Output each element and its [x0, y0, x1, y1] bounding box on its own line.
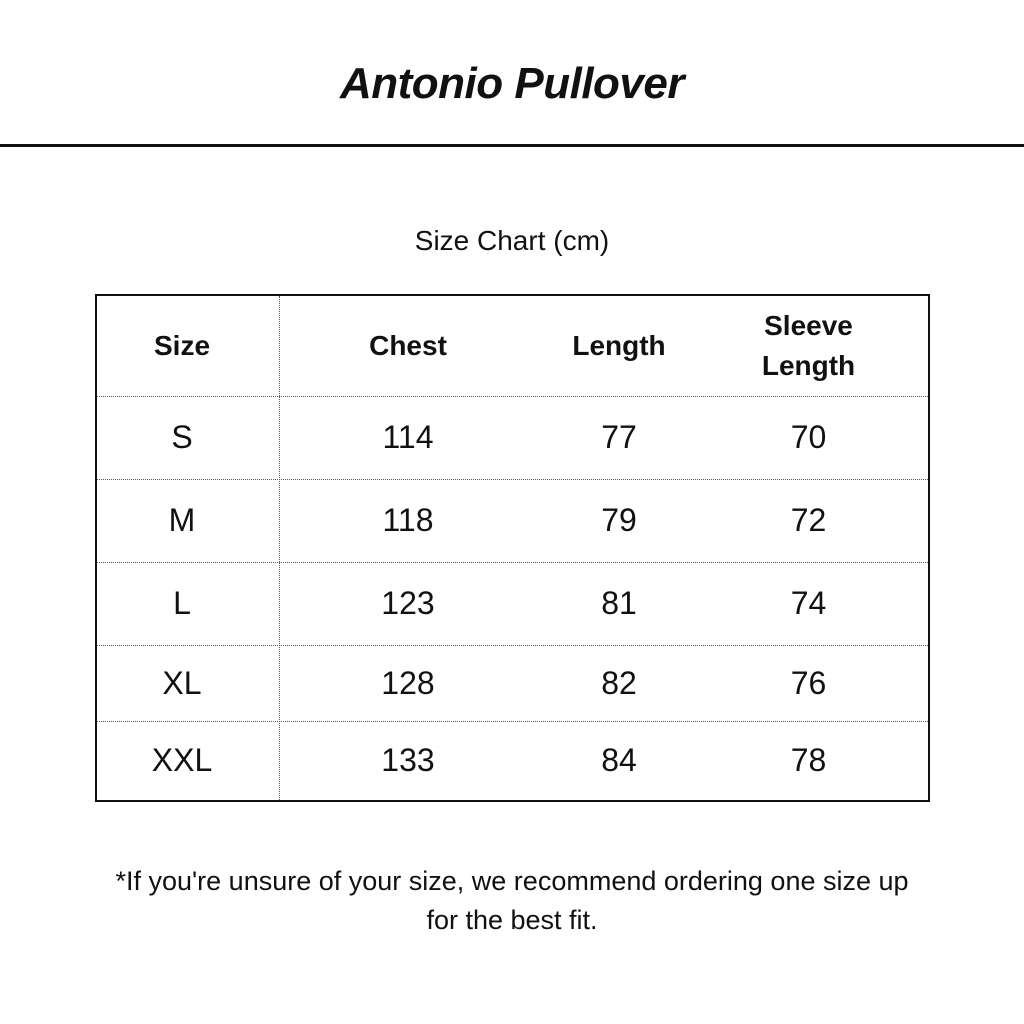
cell-sleeve-length: 72: [790, 502, 827, 538]
cell-length: 79: [601, 502, 637, 538]
cell-length: 77: [601, 419, 637, 455]
cell-sleeve-length: 70: [790, 419, 827, 455]
cell-chest: 123: [381, 585, 435, 621]
cell-chest: 118: [382, 502, 434, 538]
table-row: [97, 562, 928, 645]
cell-sleeve-length: 76: [790, 664, 827, 701]
sizing-footnote: *If you're unsure of your size, we recommend ordering one size up for the best fit.: [115, 866, 909, 935]
table-row: [97, 479, 928, 562]
cell-chest: 114: [382, 419, 434, 455]
cell-size: M: [168, 502, 196, 538]
size-table: [95, 294, 930, 802]
header-size: Size: [153, 330, 211, 361]
table-row: [97, 721, 928, 800]
cell-length: 82: [601, 664, 637, 701]
header-sleeve-length: Sleeve Length: [761, 310, 856, 381]
size-chart-caption: Size Chart (cm): [414, 225, 610, 256]
cell-size: S: [171, 419, 193, 455]
cell-chest: 128: [381, 664, 435, 701]
table-row: [97, 645, 928, 721]
cell-length: 81: [601, 585, 637, 621]
cell-size: XXL: [151, 742, 213, 778]
table-row: [97, 396, 928, 479]
cell-length: 84: [601, 742, 637, 778]
cell-chest: 133: [381, 742, 435, 778]
cell-sleeve-length: 74: [790, 585, 827, 621]
table-header-row: [97, 296, 928, 396]
cell-size: L: [173, 585, 191, 621]
cell-sleeve-length: 78: [790, 742, 827, 778]
title-divider: [0, 144, 1024, 147]
cell-size: XL: [162, 664, 202, 701]
page-title: Antonio Pullover: [340, 59, 684, 108]
header-chest: Chest: [369, 330, 447, 361]
header-length: Length: [572, 330, 666, 361]
